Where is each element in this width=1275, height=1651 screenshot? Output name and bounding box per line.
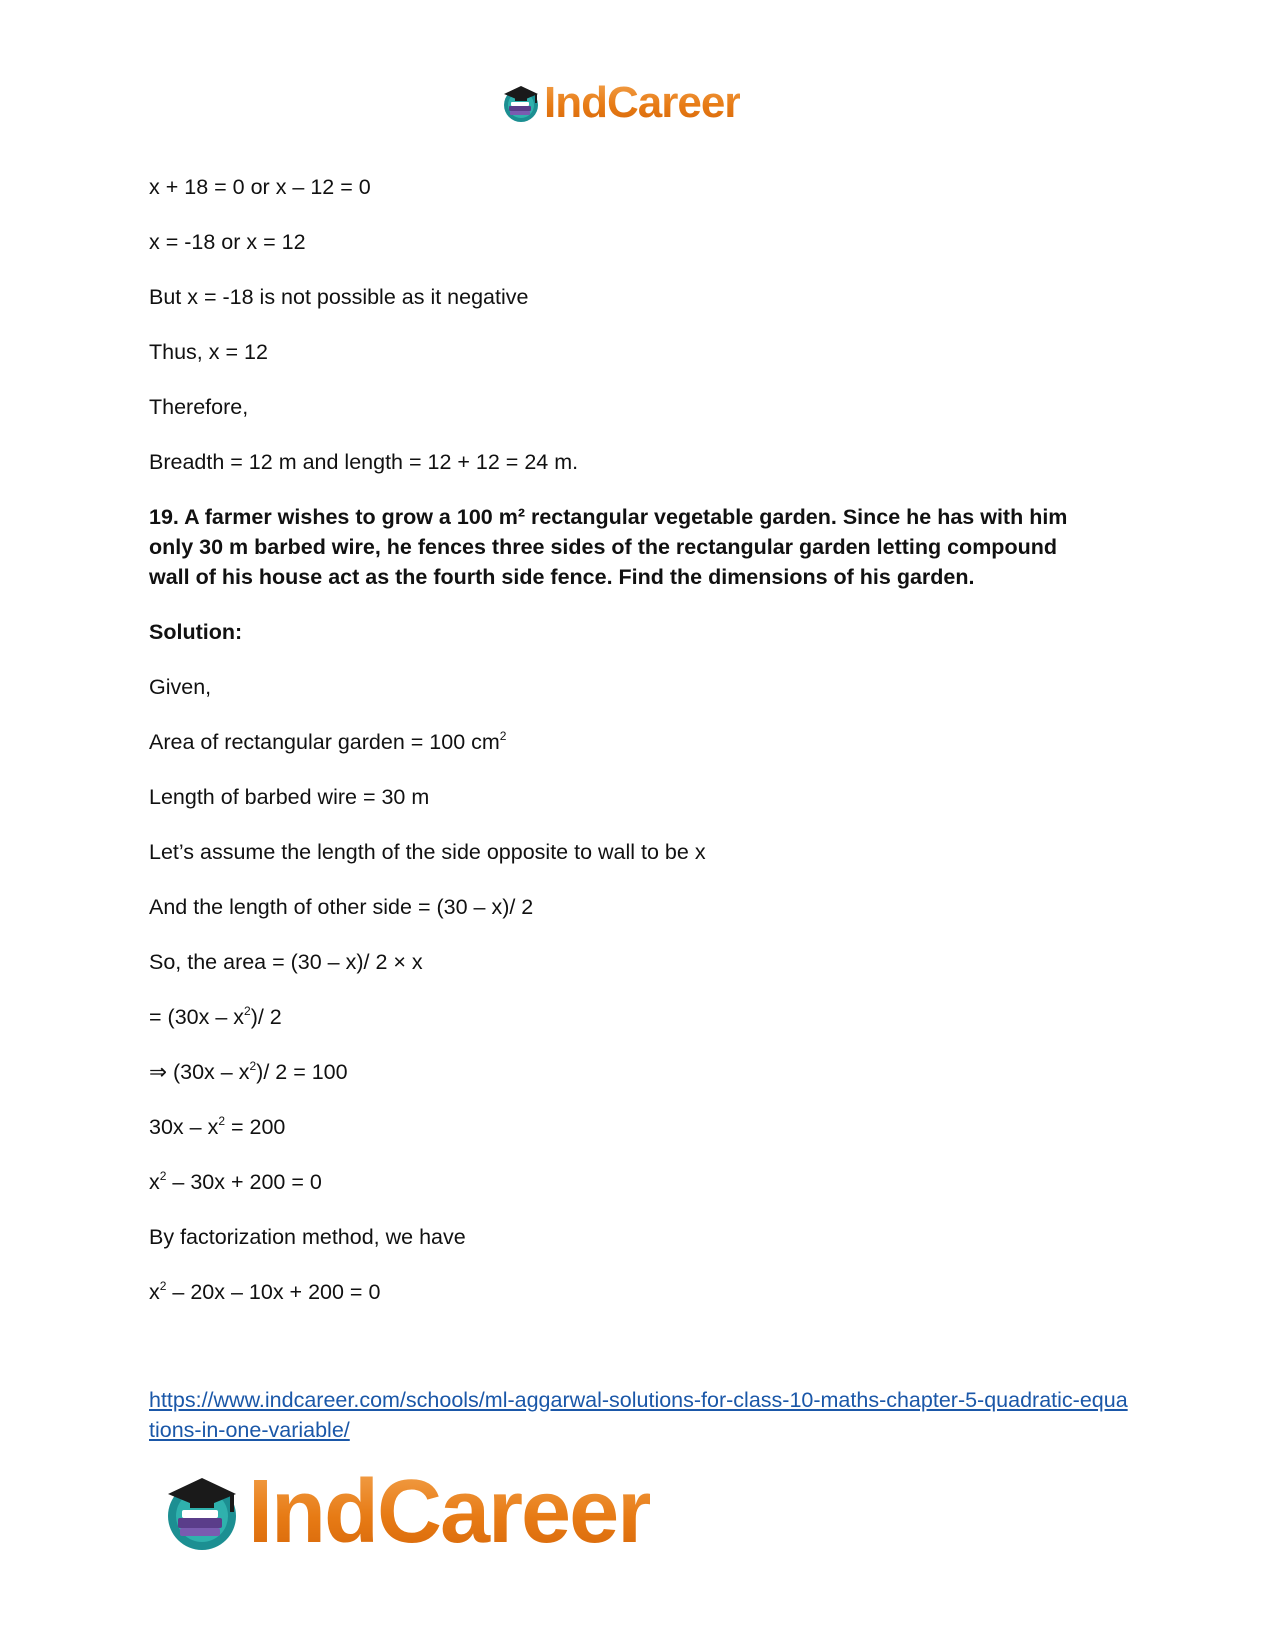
source-link[interactable]: https://www.indcareer.com/schools/ml-aggarwal-solutions-for-class-10-maths-chapter-5-quadratic-equations-in-one-variable/: [149, 1388, 1128, 1442]
text-line: Length of barbed wire = 30 m: [149, 785, 430, 809]
equation-line: = $(30x - x^2)/$ 2: [149, 1004, 282, 1029]
question-text: 19. A farmer wishes to grow a 100 m² rectangular vegetable garden. Since he has with him only 30 m barbed wire, he fences three sides of the rectangular garden letting compound wall of his house act as the fourth side fence. Find the dimensions of his garden.: [149, 505, 1068, 589]
logo-wordmark: IndCareer: [544, 78, 741, 127]
text-line: Area of rectangular garden = 100 $cm^2$: [149, 729, 507, 754]
header-logo: [500, 78, 740, 128]
text-line: Let’s assume the length of the side opposite to wall to be x: [149, 840, 706, 864]
equation-line: $x^2 - 30x + 200 = 0$: [149, 1169, 322, 1194]
text-line: Given,: [149, 675, 212, 699]
equation-line: $30x - x^2 = 200$: [149, 1114, 286, 1139]
text-line: x = -18 or x = 12: [149, 230, 306, 254]
text-line: And the length of other side = (30 – x)/ 2: [149, 895, 534, 919]
graduation-cap-globe-icon: [160, 1470, 244, 1554]
footer-logo: [160, 1462, 650, 1562]
document-body: [149, 172, 1129, 1332]
text-line: Breadth = 12 m and length = 12 + 12 = 24 m.: [149, 450, 579, 474]
solution-heading: Solution:: [149, 620, 243, 644]
text-line: Thus, x = 12: [149, 340, 268, 364]
graduation-cap-globe-icon: [500, 82, 542, 124]
logo-wordmark: IndCareer: [248, 1462, 651, 1562]
text-line: By factorization method, we have: [149, 1225, 466, 1249]
text-line: x + 18 = 0 or x – 12 = 0: [149, 175, 371, 199]
text-line: Therefore,: [149, 395, 249, 419]
text-line: But x = -18 is not possible as it negative: [149, 285, 529, 309]
equation-line: $x^2 - 20x - 10x + 200 = 0$: [149, 1279, 381, 1304]
text-line: So, the area = (30 – x)/ 2 × x: [149, 950, 423, 974]
equation-line: ⇒ $(30x - x^2)/$ 2 = 100: [149, 1059, 348, 1084]
